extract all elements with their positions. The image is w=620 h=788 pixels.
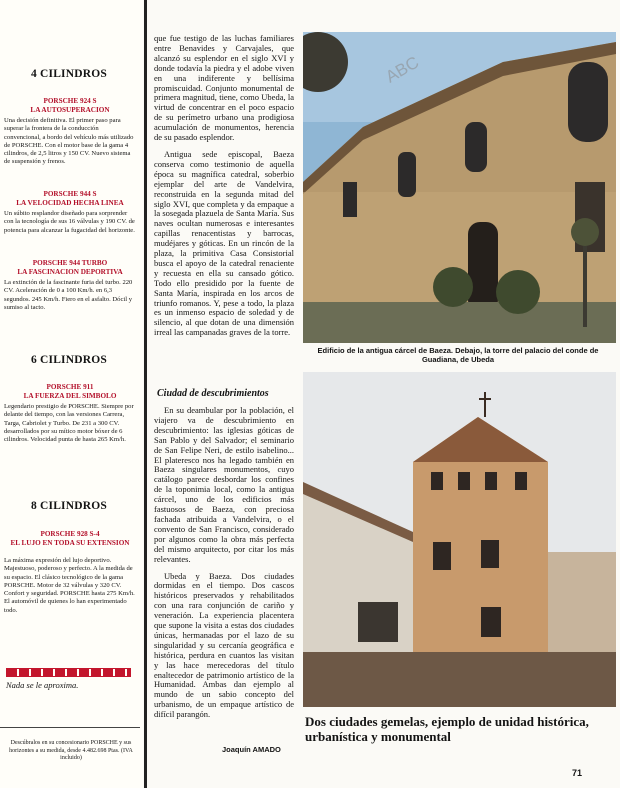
photo-ubeda-tower <box>303 372 616 707</box>
model-description: La extinción de la fascinante furia del turbo. 220 CV. Aceleración de 0 a 100 Km/h. en 6,3 segundos. 245 Km/h. Fiero en el asfalto. Dócil y sumiso al tacto. <box>4 279 133 311</box>
model-944s <box>0 190 140 207</box>
section-title-6-cilindros: 6 CILINDROS <box>30 354 107 366</box>
page-number: 71 <box>572 768 583 778</box>
ad-divider <box>0 727 140 728</box>
section-title-8-cilindros: 8 CILINDROS <box>30 500 107 512</box>
paragraph: Ubeda y Baeza. Dos ciudades dormidas en el tiempo. Dos cascos históricos preservados y rehabilitados con una rara conjunción de cariño y veneración. La experiencia placentera que supone la visita a estas dos ciudades únicas, hermanadas por el lazo de su singularidad y su cercanía geográfica e histórica, perdura en cuantos las visitan y las hace merecedoras del título enaltecedor de patrimonio artístico de la Humanidad. Ambas dan ejemplo al mundo de un sabio concepto del urbanismo, de un empaque artístico de difícil parangón. <box>154 570 294 720</box>
model-name: PORSCHE 944 S <box>43 190 97 198</box>
article-headline: Dos ciudades gemelas, ejemplo de unidad histórica, urbanística y monumental <box>305 714 589 744</box>
ad-slogan: Nada se le aproxima. <box>6 680 79 690</box>
model-description: Una decisión definitiva. El primer paso para superar la frontera de la conducción convencional, a bordo del vehículo más utilizado de PORSCHE. Con el motor base de la gama 4 cilindros, de 2,5 litros y 150 CV. Nuevo sistema de suspensión y frenos. <box>4 117 134 166</box>
model-tagline: LA FUERZA DEL SIMBOLO <box>23 391 117 400</box>
author-byline: Joaquín AMADO <box>222 745 281 754</box>
paragraph: Antigua sede episcopal, Baeza conserva como testimonio de aquella época su magnífica catedral, soberbio ejemplar del arte de Vandelvira, reconstruida en la segunda mitad del siglo XVI, que completa y da empaque a la sosegada plazuela de Santa María. Sus naves ocultan numerosas e interesantes capillas renacentistas y barrocas, mudéjares y góticas. En un rincón de la plaza, la primitiva Casa Consistorial busca el apoyo de la catedral renaciente y recuesta en ella su cansado gótico. Todo ello presidido por la fuente de Santa María, inspirada en los arcos de triunfo romanos. Y, pese a todo, la plaza es un inmenso espacio de soledad y de silencio, al que dotan de una dimensión irreal las campanadas graves de la torre. <box>154 148 294 338</box>
model-name: PORSCHE 911 <box>46 383 94 391</box>
model-name: PORSCHE 944 TURBO <box>32 259 108 267</box>
model-944-turbo <box>0 259 140 276</box>
model-928s4 <box>0 530 140 547</box>
model-tagline: LA AUTOSUPERACION <box>30 105 110 114</box>
watermark: ABC <box>382 52 423 87</box>
article-column-top <box>154 34 294 345</box>
column-divider <box>144 0 147 788</box>
model-tagline: LA FASCINACION DEPORTIVA <box>17 267 123 276</box>
porsche-advertisement <box>0 0 143 788</box>
model-description: Legendario prestigio de PORSCHE. Siempre por delante del tiempo, con las versiones Carrera, Targa, Cabriolet y Turbo. De 231 a 300 CV. desarrollados por su mítico motor bóxer de 6 cilindros. Velocidad punta de hasta 265 Km/h. <box>4 403 134 444</box>
section-title-4-cilindros: 4 CILINDROS <box>30 68 107 80</box>
model-description: La máxima expresión del lujo deportivo. Majestuoso, poderoso y perfecto. A la medida de su espacio. El clásico tecnológico de la gama PORSCHE. Motor de 32 válvulas y 320 CV. Confort y seguridad. PORSCHE hasta 275 Km/h. El automóvil de quienes lo han experimentado todo. <box>4 557 135 614</box>
photo-baeza-jail <box>303 32 616 343</box>
model-tagline: LA VELOCIDAD HECHA LINEA <box>16 198 124 207</box>
section-subtitle: Ciudad de descubrimientos <box>157 388 269 399</box>
model-tagline: EL LUJO EN TODA SU EXTENSION <box>10 538 130 547</box>
model-name: PORSCHE 924 S <box>43 97 97 105</box>
paragraph: En su deambular por la población, el viajero va de descubrimiento en descubrimiento: las iglesias góticas de San Pablo y del Salvador; el seminario de San Felipe Neri, de estilo isabelino... El plateresco nos ha legado también en Baeza singulares monumentos, cuyo catálogo parece desbordar los confines de la toponimia local, como la antigua cárcel, uno de los edificios más fastuosos de Baeza, con preciosa fachada atribuida a Vandelvira, o el convento de San Francisco, considerado por algunos como la obra más perfecta del mismo arquitecto, por citar los más relevantes. <box>154 405 294 564</box>
article-column-bottom <box>154 406 294 727</box>
paragraph: que fue testigo de las luchas familiares entre Benavides y Carvajales, que alcanzó su esplendor en el siglo XVI y donde todavía la piedra y el adobe viven en una indiferente y bellísima promiscuidad. Conjunto monumental de primera magnitud, tiene, como Ubeda, la virtud de concentrar en el poco espacio de su perímetro urbano una prodigiosa acumulación de monumentos, herencia de su pasado esplendor. <box>154 33 294 143</box>
model-description: Un súbito resplandor diseñado para sorprender con la tecnología de sus 16 válvulas y 190 CV. de potencia para alcanzar la fugacidad del horizonte. <box>4 210 135 234</box>
model-911 <box>0 383 140 400</box>
porsche-logo <box>6 668 131 677</box>
photo-caption: Edificio de la antigua cárcel de Baeza. Debajo, la torre del palacio del conde de Guadiana, de Ubeda <box>317 346 599 364</box>
ad-footnote: Descúbralos en su concesionario PORSCHE y sus horizontes a su medida, desde 4.482.698 Ptas. (IVA incluido) <box>9 740 133 762</box>
model-name: PORSCHE 928 S-4 <box>40 530 100 538</box>
model-924s <box>0 97 140 114</box>
